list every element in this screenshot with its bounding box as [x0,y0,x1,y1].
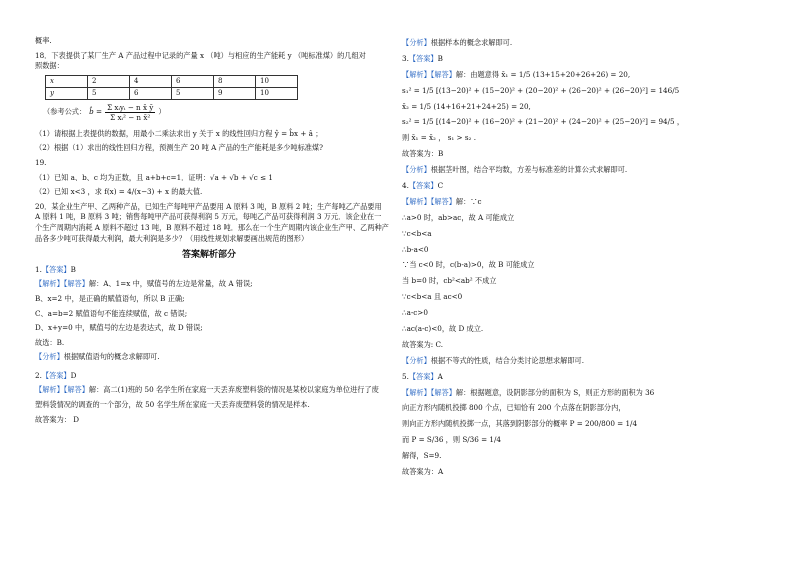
answer-line: 【解析】【解答】解：A、1=x 中，赋值号的左边是常量，故 A 错误; [35,279,253,289]
answer-line: x̄₂ = 1/5 (14+16+21+24+25) = 20, [402,101,531,111]
answer-line: ∵当 c<0 时，c(b-a)>0，故 B 可能成立 [402,260,535,270]
answer-line: 【解析】【解答】解：高二(1)班的 50 名学生所在家庭一天丢弃废塑料袋的情况是某校以家庭为单位进行了废 [35,385,379,395]
answer-line: 故答案为: C. [402,339,443,349]
answer-line: 故答案为：B [402,149,444,159]
answer-line: 【分析】根据不等式的性质，结合分类讨论思想求解即可. [402,355,584,365]
answer-line: ∴b-a<0 [402,244,429,254]
answer-line: D、x+y=0 中，赋值号的左边是表达式，故 D 错误; [35,323,203,333]
answer-line: 【解析】【解答】解：根据题意，设阴影部分的面积为 S，则正方形的面积为 36 [402,387,655,397]
table-cell: 10 [256,87,298,99]
table-cell: 6 [172,75,214,87]
question-18-line: 18．下表提供了某厂生产 A 产品过程中记录的产量 x （吨）与相应的生产能耗 y （吨标准煤）的几组对 [35,50,366,60]
answer-line: s₂² = 1/5 [(14−20)² + (16−20)² + (21−20)² + (24−20)² + (25−20)²] = 94/5 ， [402,117,685,127]
question-19-line: （2）已知 x<3 ，求 f(x) = 4/(x−3) + x 的最大值. [35,187,203,197]
answer-line: 4.【答案】C [402,181,444,191]
ref-label: （参考公式： [43,106,87,116]
table-cell: 5 [172,87,214,99]
question-18-part: （2）根据（1）求出的线性回归方程，预测生产 20 吨 A 产品的生产能耗是多少吨标准煤? [35,143,324,153]
table-row [46,75,298,87]
answer-line: 1.【答案】B [35,264,76,274]
table-cell: 5 [88,87,130,99]
answer-line: 向正方形内随机投掷 800 个点，已知恰有 200 个点落在阴影部分内， [402,403,626,413]
answer-line: 故选：B. [35,337,65,347]
answers-3-5-block [402,38,764,478]
ref-denominator: Σ xᵢ² − n x̄² [110,112,151,122]
answer-line: ∵c<b<a [402,228,432,238]
ref-close: ） [158,106,166,116]
question-20-line: A 原料 1 吨，B 原料 3 吨；销售每吨甲产品可获得利润 5 万元，每吨乙产品可获得利润 3 万元．该企业在一 [35,212,382,222]
answer-line: 3.【答案】B [402,53,443,63]
question-19-line: 19. [35,157,47,167]
reference-formula [43,103,383,122]
answer-line: 塑料袋情况的调查的一个部分，故 50 名学生所在家庭一天丢弃废塑料袋的情况是样本. [35,400,310,410]
answer-line: ∴a-c>0 [402,308,428,318]
question-20-line: 个生产周期内消耗 A 原料不超过 13 吨，B 原料不超过 18 吨．那么在一个生产周期内该企业生产甲、乙两种产 [35,222,389,232]
table-cell: 4 [130,75,172,87]
answer-line: B、x=2 中，是正确的赋值语句，所以 B 正确; [35,293,185,303]
answer-line: 解得，S=9. [402,451,442,461]
table-cell: x [46,75,88,87]
table-cell: 10 [256,75,298,87]
answer-line: 故答案为：A [402,467,444,477]
table-cell: 6 [130,87,172,99]
data-table [45,75,298,100]
right-column [402,38,764,483]
answer-line: 【分析】根据样本的概念求解即可. [402,38,513,47]
answer-line: 当 b=0 时，cb²<ab² 不成立 [402,276,497,286]
answer-line: 5.【答案】A [402,371,443,381]
answer-line: 【解析】【解答】解：∵c [402,196,482,206]
answer-line: ∴ac(a-c)<0，故 D 成立. [402,324,484,334]
ref-lhs: b̂ = [89,106,103,116]
answer-line: 而 P = S/36 ，则 S/36 = 1/4 [402,435,501,445]
left-column [35,36,389,429]
table-cell: y [46,87,88,99]
answer-line: 则 x̄₁ = x̄₂ ， s₁ > s₂ . [402,133,476,143]
section-title: 答案解析部分 [181,250,236,261]
ref-numerator: Σ xᵢyᵢ − n x̄ ȳ [107,102,154,112]
question-18-part: （1）请根据上表提供的数据，用最小二乘法求出 y 关于 x 的线性回归方程 ŷ = b̂x + â ； [35,128,323,138]
question-19-line: （1）已知 a、b、c 均为正数，且 a+b+c=1．证明：√a + √b + √c ≤ 1 [35,172,273,182]
answer-line: 2.【答案】D [35,370,77,380]
answer-line: 【分析】根据赋值语句的概念求解即可. [35,352,160,362]
question-18-line: 照数据： [35,61,64,71]
ref-fraction [105,103,155,122]
answer-line: ∵c<b<a 且 ac<0 [402,292,463,302]
answer-line: 【解析】【解答】解：由题意得 x̄₁ = 1/5 (13+15+20+26+26) = 20, [402,69,631,79]
answer-1-block [35,265,383,363]
answer-2-block [35,371,383,425]
question-20-line: 品各多少吨可获得最大利润，最大利润是多少？（用线性规划求解要画出规范的图形） [35,233,309,243]
table-row [46,87,298,99]
answer-line: ∴a>0 时，ab>ac，故 A 可能成立 [402,212,515,222]
text-line: 概率. [35,36,52,45]
question-20-line: 20．某企业生产甲、乙两种产品，已知生产每吨甲产品要用 A 原料 3 吨，B 原料 2 吨；生产每吨乙产品要用 [35,201,382,211]
table-cell: 2 [88,75,130,87]
answer-line: 故答案为： D [35,414,79,424]
answer-line: 【分析】根据茎叶图，结合平均数，方差与标准差的计算公式求解即可. [402,165,628,175]
answer-line: C、a=b=2 赋值语句不能连续赋值，故 c 错误; [35,308,188,318]
table-cell: 9 [214,87,256,99]
table-cell: 8 [214,75,256,87]
answer-line: s₁² = 1/5 [(13−20)² + (15−20)² + (20−20)² + (26−20)² + (26−20)²] = 146/5 [402,85,680,95]
answer-line: 则向正方形内随机投掷一点，其落到阴影部分的概率 P = 200/800 = 1/4 [402,419,638,429]
